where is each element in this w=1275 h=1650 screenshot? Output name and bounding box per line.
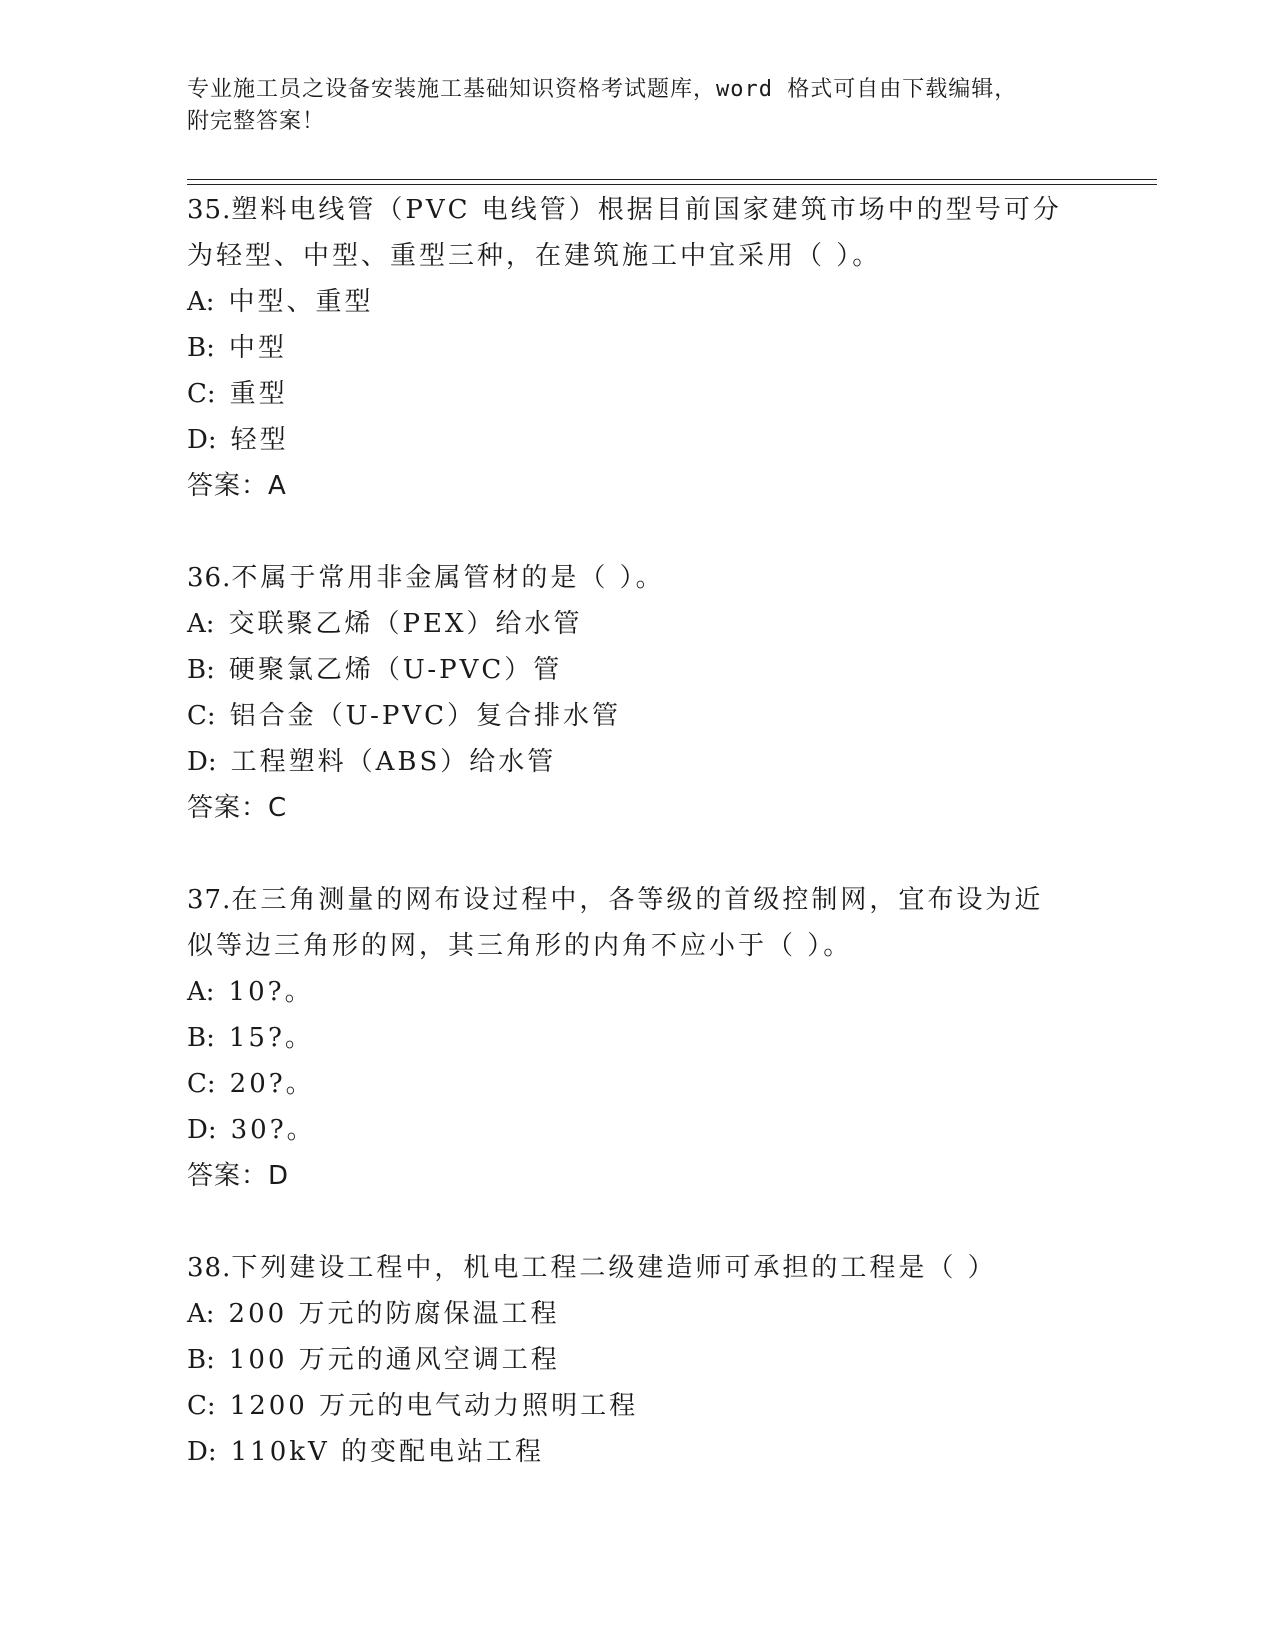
option-c <box>187 371 1157 417</box>
option-d <box>187 739 1157 785</box>
question-text <box>187 877 1067 969</box>
question-text <box>187 1245 1067 1291</box>
option-c <box>187 693 1157 739</box>
option-text: 中型 <box>228 333 287 363</box>
option-c <box>187 1383 1157 1429</box>
option-a <box>187 1291 1157 1337</box>
document-page <box>187 0 1157 1650</box>
question-stem: 塑料电线管（PVC 电线管）根据目前国家建筑市场中的型号可分为轻型、中型、重型三种，在建筑施工中宜采用（ ）。 <box>187 195 1062 271</box>
question-text <box>187 187 1067 279</box>
option-letter: B: <box>187 655 215 685</box>
header-line-2: 附完整答案！ <box>187 109 326 134</box>
option-letter: C: <box>187 1391 216 1421</box>
answer-label: 答案：C <box>187 793 288 823</box>
option-text: 中型、重型 <box>228 287 374 317</box>
option-letter: D: <box>187 425 217 455</box>
option-letter: B: <box>187 1345 215 1375</box>
document-header <box>187 74 1067 138</box>
option-letter: D: <box>187 1437 217 1467</box>
option-c <box>187 1061 1157 1107</box>
option-a <box>187 969 1157 1015</box>
option-b <box>187 1015 1157 1061</box>
option-text: 1200 万元的电气动力照明工程 <box>229 1391 639 1421</box>
option-letter: A: <box>187 977 215 1007</box>
option-text: 110kV 的变配电站工程 <box>230 1437 545 1467</box>
question-37 <box>187 877 1157 1199</box>
question-number: 36. <box>187 563 232 593</box>
question-stem: 下列建设工程中，机电工程二级建造师可承担的工程是（ ） <box>231 1253 997 1283</box>
option-b <box>187 647 1157 693</box>
option-letter: C: <box>187 379 216 409</box>
option-text: 30?。 <box>230 1115 316 1145</box>
option-letter: A: <box>187 287 215 317</box>
question-36 <box>187 555 1157 831</box>
option-text: 轻型 <box>230 425 289 455</box>
option-text: 铝合金（U-PVC）复合排水管 <box>229 701 622 731</box>
option-letter: C: <box>187 1069 216 1099</box>
option-text: 工程塑料（ABS）给水管 <box>230 747 557 777</box>
question-stem: 在三角测量的网布设过程中，各等级的首级控制网，宜布设为近似等边三角形的网，其三角形的内角不应小于（ ）。 <box>187 885 1044 961</box>
answer-label: 答案：D <box>187 1161 290 1191</box>
option-letter: A: <box>187 609 215 639</box>
option-d <box>187 417 1157 463</box>
option-text: 200 万元的防腐保温工程 <box>228 1299 560 1329</box>
question-number: 38. <box>187 1253 232 1283</box>
option-b <box>187 325 1157 371</box>
option-text: 硬聚氯乙烯（U-PVC）管 <box>228 655 563 685</box>
header-line-1: 专业施工员之设备安装施工基础知识资格考试题库，word 格式可自由下载编辑， <box>187 77 1018 102</box>
option-a <box>187 279 1157 325</box>
option-d <box>187 1429 1157 1475</box>
answer-label: 答案：A <box>187 471 287 501</box>
option-letter: B: <box>187 1023 215 1053</box>
question-stem: 不属于常用非金属管材的是（ ）。 <box>231 563 665 593</box>
header-divider-bottom <box>187 184 1157 185</box>
question-list <box>187 187 1157 1521</box>
option-text: 20?。 <box>229 1069 315 1099</box>
option-letter: D: <box>187 747 217 777</box>
option-letter: C: <box>187 701 216 731</box>
option-text: 重型 <box>229 379 288 409</box>
option-letter: B: <box>187 333 215 363</box>
option-text: 15?。 <box>228 1023 314 1053</box>
option-text: 10?。 <box>228 977 314 1007</box>
option-d <box>187 1107 1157 1153</box>
question-text <box>187 555 1067 601</box>
option-b <box>187 1337 1157 1383</box>
question-38 <box>187 1245 1157 1475</box>
option-text: 交联聚乙烯（PEX）给水管 <box>228 609 583 639</box>
option-a <box>187 601 1157 647</box>
option-letter: A: <box>187 1299 215 1329</box>
header-divider-top <box>187 179 1157 180</box>
option-letter: D: <box>187 1115 217 1145</box>
option-text: 100 万元的通风空调工程 <box>228 1345 560 1375</box>
question-35 <box>187 187 1157 509</box>
question-number: 37. <box>187 885 232 915</box>
question-number: 35. <box>187 195 232 225</box>
